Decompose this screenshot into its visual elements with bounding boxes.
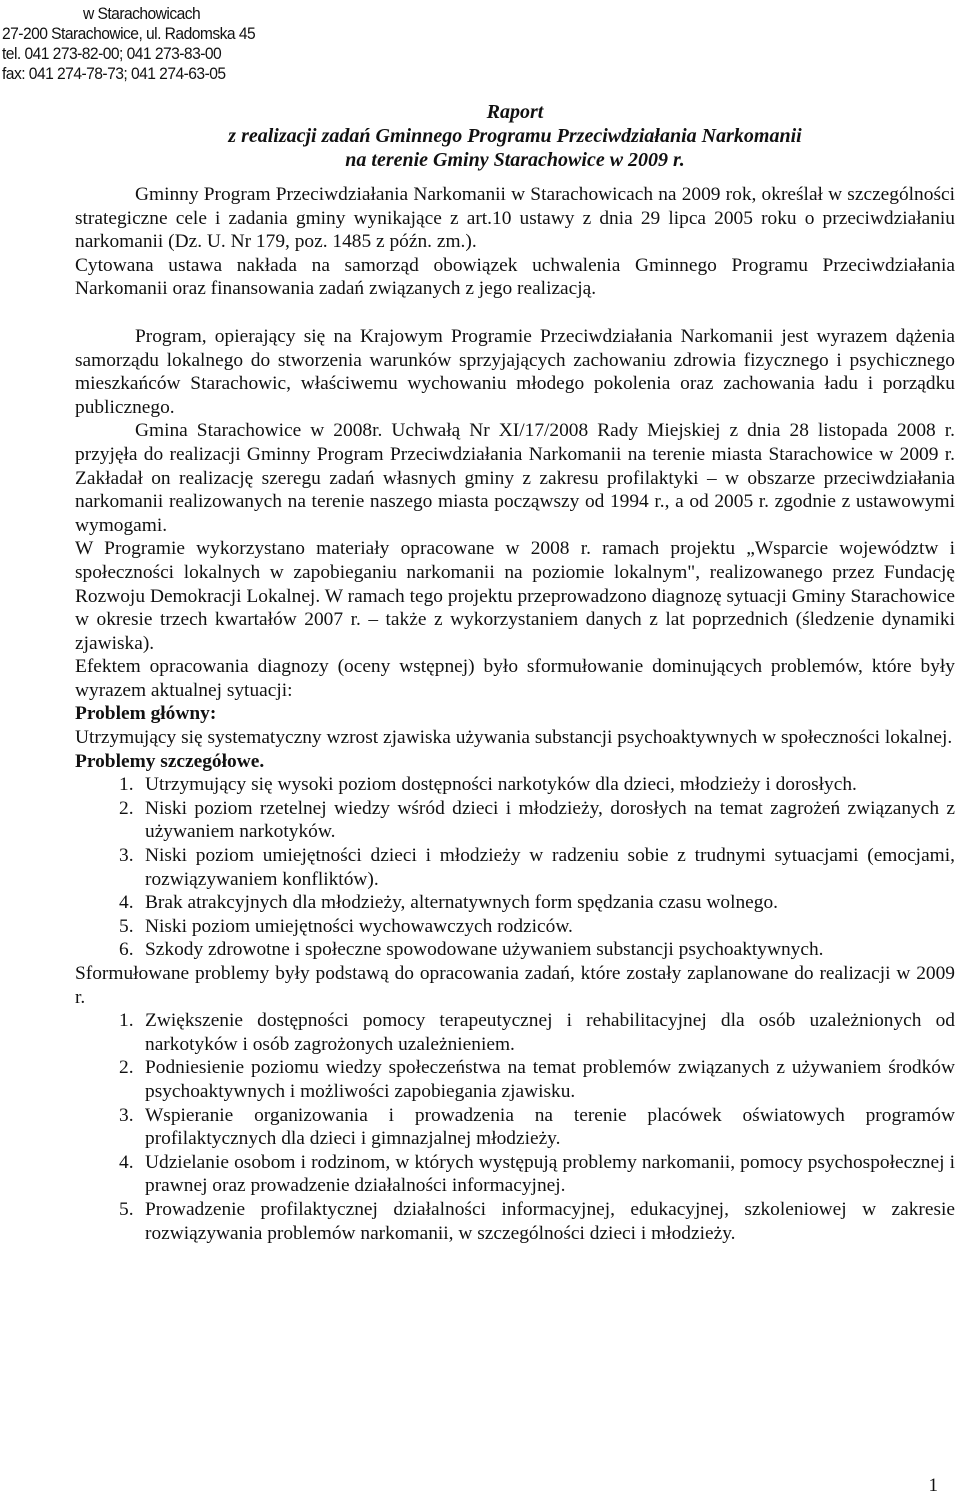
title-line: na terenie Gminy Starachowice w 2009 r. <box>345 149 685 171</box>
list-number: 1. <box>119 774 134 796</box>
list-number: 6. <box>119 939 134 961</box>
list-text: Niski poziom umiejętności wychowawczych rodziców. <box>145 915 573 937</box>
list-item <box>75 797 955 844</box>
intro-paragraph: Cytowana ustawa nakłada na samorząd obowiązek uchwalenia Gminnego Programu Przeciwdziałania Narkomanii oraz finansowania zadań związanych z jego realizacją. <box>75 254 955 300</box>
list-text: Niski poziom umiejętności dzieci i młodzieży w radzeniu sobie z trudnymi sytuacjami (emocjami, rozwiązywaniem konfliktów). <box>145 845 955 890</box>
list-item <box>75 1198 955 1245</box>
list-text: Prowadzenie profilaktycznej działalności informacyjnej, edukacyjnej, szkoleniowej w zakresie rozwiązywania problemów narkomanii, w szczególności dzieci i młodzieży. <box>145 1198 955 1244</box>
list-text: Podniesienie poziomu wiedzy społeczeństwa na temat problemów związanych z używaniem środków psychoaktywnych i możliwości zapobiegania zjawisku. <box>145 1057 955 1102</box>
body-paragraph: W Programie wykorzystano materiały opracowane w 2008 r. ramach projektu „Wsparcie województw i społeczności lokalnych w zapobieganiu narkomanii na poziomie lokalnym", realizowanego przez Fundację Rozwoju Demokracji Lokalnej. W ramach tego projektu przeprowadzono diagnozę sytuacji Gminy Starachowice w okresie trzech kwartałów 2007 r. – także z wykorzystaniem danych z lat poprzednich (śledzenie dynamiki zjawiska). <box>75 538 955 654</box>
tasks-list <box>75 1009 955 1245</box>
list-number: 2. <box>119 1057 134 1079</box>
list-text: Brak atrakcyjnych dla młodzieży, alternatywnych form spędzania czasu wolnego. <box>145 892 778 914</box>
list-number: 5. <box>119 915 134 937</box>
list-number: 1. <box>119 1010 134 1032</box>
intro-paragraph: Gminny Program Przeciwdziałania Narkomanii w Starachowicach na 2009 rok, określał w szczególności strategiczne cele i zadania gminy wynikające z art.10 ustawy z dnia 29 lipca 2005 roku o przeciwdziałaniu narkomanii (Dz. U. Nr 179, poz. 1485 z późn. zm.). <box>75 184 955 253</box>
list-item <box>75 773 955 797</box>
list-item <box>75 1151 955 1198</box>
list-item <box>75 844 955 891</box>
list-number: 3. <box>119 1104 134 1126</box>
detail-problems-list <box>75 773 955 962</box>
list-item <box>75 1009 955 1056</box>
report-title <box>150 100 880 172</box>
title-line: z realizacji zadań Gminnego Programu Przeciwdziałania Narkomanii <box>228 125 802 147</box>
main-problem-text: Utrzymujący się systematyczny wzrost zjawiska używania substancji psychoaktywnych w społeczności lokalnej. <box>75 727 953 749</box>
letterhead <box>2 4 255 84</box>
list-item <box>75 1104 955 1151</box>
body-paragraph: Efektem opracowania diagnozy (oceny wstępnej) było sformułowanie dominujących problemów, które były wyrazem aktualnej sytuacji: <box>75 656 955 701</box>
body-paragraph: Sformułowane problemy były podstawą do opracowania zadań, które zostały zaplanowane do realizacji w 2009 r. <box>75 963 955 1008</box>
list-item <box>75 915 955 939</box>
list-item <box>75 891 955 915</box>
list-number: 4. <box>119 892 134 914</box>
list-text: Wspieranie organizowania i prowadzenia na terenie placówek oświatowych programów profilaktycznych dla dzieci i gimnazjalnej młodzieży. <box>145 1104 955 1150</box>
list-text: Szkody zdrowotne i społeczne spowodowane używaniem substancji psychoaktywnych. <box>145 939 824 961</box>
list-item <box>75 938 955 962</box>
list-text: Utrzymujący się wysoki poziom dostępności narkotyków dla dzieci, młodzieży i dorosłych. <box>145 774 857 796</box>
body-paragraph: Program, opierający się na Krajowym Programie Przeciwdziałania Narkomanii jest wyrazem dążenia samorządu lokalnego do stworzenia warunków sprzyjających zachowaniu zdrowia fizycznego i psychicznego mieszkańców Starachowic, właściwemu wychowaniu młodego pokolenia oraz zachowania ładu i porządku publicznego. <box>75 325 955 418</box>
letterhead-line: 27-200 Starachowice, ul. Radomska 45 <box>2 24 256 43</box>
list-number: 3. <box>119 845 134 867</box>
title-line: Raport <box>486 101 544 123</box>
list-number: 4. <box>119 1151 134 1173</box>
list-number: 2. <box>119 797 134 819</box>
list-number: 5. <box>119 1198 134 1220</box>
letterhead-line: w Starachowicach <box>82 4 201 23</box>
list-item <box>75 1056 955 1103</box>
body-paragraph: Gmina Starachowice w 2008r. Uchwałą Nr XI/17/2008 Rady Miejskiej z dnia 28 listopada 2008 r. przyjęła do realizacji Gminny Program Przeciwdziałania Narkomanii na terenie miasta Starachowice w 2009 r. Zakładał on realizację szeregu zadań własnych gminy z zakresu profilaktyki – w obszarze przeciwdziałania narkomanii realizowanych na terenie naszego miasta począwszy od 1994 r., a od 2005 r. zgodnie z ustawowymi wymogami. <box>75 420 955 536</box>
detail-problems-heading: Problemy szczegółowe. <box>75 750 265 772</box>
page-number: 1 <box>928 1475 938 1496</box>
main-problem-heading: Problem główny: <box>75 703 217 725</box>
list-text: Zwiększenie dostępności pomocy terapeutycznej i rehabilitacyjnej dla osób uzależnionych od narkotyków i osób zagrożonych uzależnieniem. <box>145 1010 955 1055</box>
report-body <box>75 183 955 1245</box>
list-text: Niski poziom rzetelnej wiedzy wśród dzieci i młodzieży, dorosłych na temat zagrożeń związanych z używaniem narkotyków. <box>145 797 955 843</box>
list-text: Udzielanie osobom i rodzinom, w których występują problemy narkomanii, pomocy psychospołecznej i prawnej oraz prowadzenie działalności informacyjnej. <box>145 1151 955 1197</box>
letterhead-line: tel. 041 273-82-00; 041 273-83-00 <box>2 44 222 63</box>
letterhead-line: fax: 041 274-78-73; 041 274-63-05 <box>2 64 226 83</box>
